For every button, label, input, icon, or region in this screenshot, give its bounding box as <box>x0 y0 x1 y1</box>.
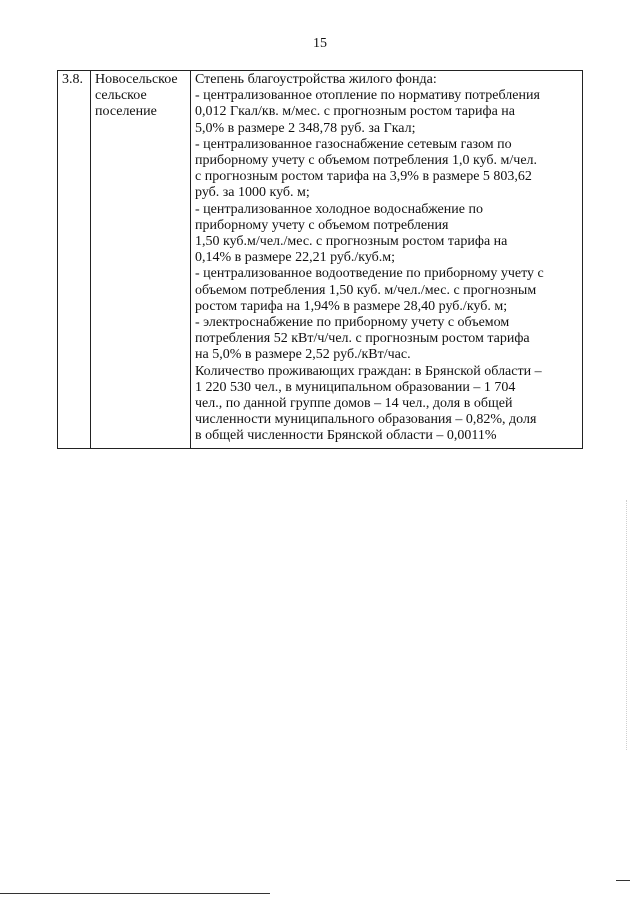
description-line: ростом тарифа на 1,94% в размере 28,40 руб./куб. м; <box>195 298 508 314</box>
row-number-cell <box>58 71 91 449</box>
tariff-table <box>57 70 583 449</box>
description-line: - централизованное отопление по нормативу потребления <box>195 88 540 104</box>
description-line: - централизованное газоснабжение сетевым газом по <box>195 136 512 152</box>
description-line: с прогнозным ростом тарифа на 3,9% в размере 5 803,62 <box>195 169 532 185</box>
description-line: потребления 52 кВт/ч/чел. с прогнозным ростом тарифа <box>195 331 530 347</box>
description-line: 5,0% в размере 2 348,78 руб. за Гкал; <box>195 120 416 136</box>
footer-rule <box>0 893 270 894</box>
description-line: в общей численности Брянской области – 0,0011% <box>195 428 497 444</box>
description-line: численности муниципального образования – 0,82%, доля <box>195 412 537 428</box>
settlement-name-line: поселение <box>95 104 157 120</box>
settlement-name-line: Новосельское <box>95 72 178 87</box>
description-line: 0,14% в размере 22,21 руб./куб.м; <box>195 250 396 266</box>
row-number: 3.8. <box>62 72 83 87</box>
description-line: приборному учету с объемом потребления 1,0 куб. м/чел. <box>195 153 538 169</box>
description-line: Количество проживающих граждан: в Брянской области – <box>195 363 542 379</box>
description-line: - централизованное водоотведение по приборному учету с <box>195 266 544 282</box>
page-number: 15 <box>313 36 327 51</box>
table-row <box>58 71 583 449</box>
scan-artifact <box>626 500 628 750</box>
description-line: 1 220 530 чел., в муниципальном образовании – 1 704 <box>195 379 516 395</box>
settlement-name-cell <box>91 71 191 449</box>
description-line: чел., по данной группе домов – 14 чел., доля в общей <box>195 396 513 412</box>
description-line: приборному учету с объемом потребления <box>195 217 449 233</box>
description-line: объемом потребления 1,50 куб. м/чел./мес. с прогнозным <box>195 282 537 298</box>
description-line: на 5,0% в размере 2,52 руб./кВт/час. <box>195 347 411 363</box>
description-line: Степень благоустройства жилого фонда: <box>195 72 437 87</box>
description-line: - электроснабжение по приборному учету с объемом <box>195 315 510 331</box>
footer-mark <box>616 880 630 881</box>
description-cell <box>191 71 583 449</box>
description-line: 0,012 Гкал/кв. м/мес. с прогнозным ростом тарифа на <box>195 104 515 120</box>
description-line: 1,50 куб.м/чел./мес. с прогнозным ростом тарифа на <box>195 234 508 250</box>
settlement-name-line: сельское <box>95 88 147 104</box>
description-line: - централизованное холодное водоснабжение по <box>195 201 483 217</box>
description-line: руб. за 1000 куб. м; <box>195 185 310 201</box>
